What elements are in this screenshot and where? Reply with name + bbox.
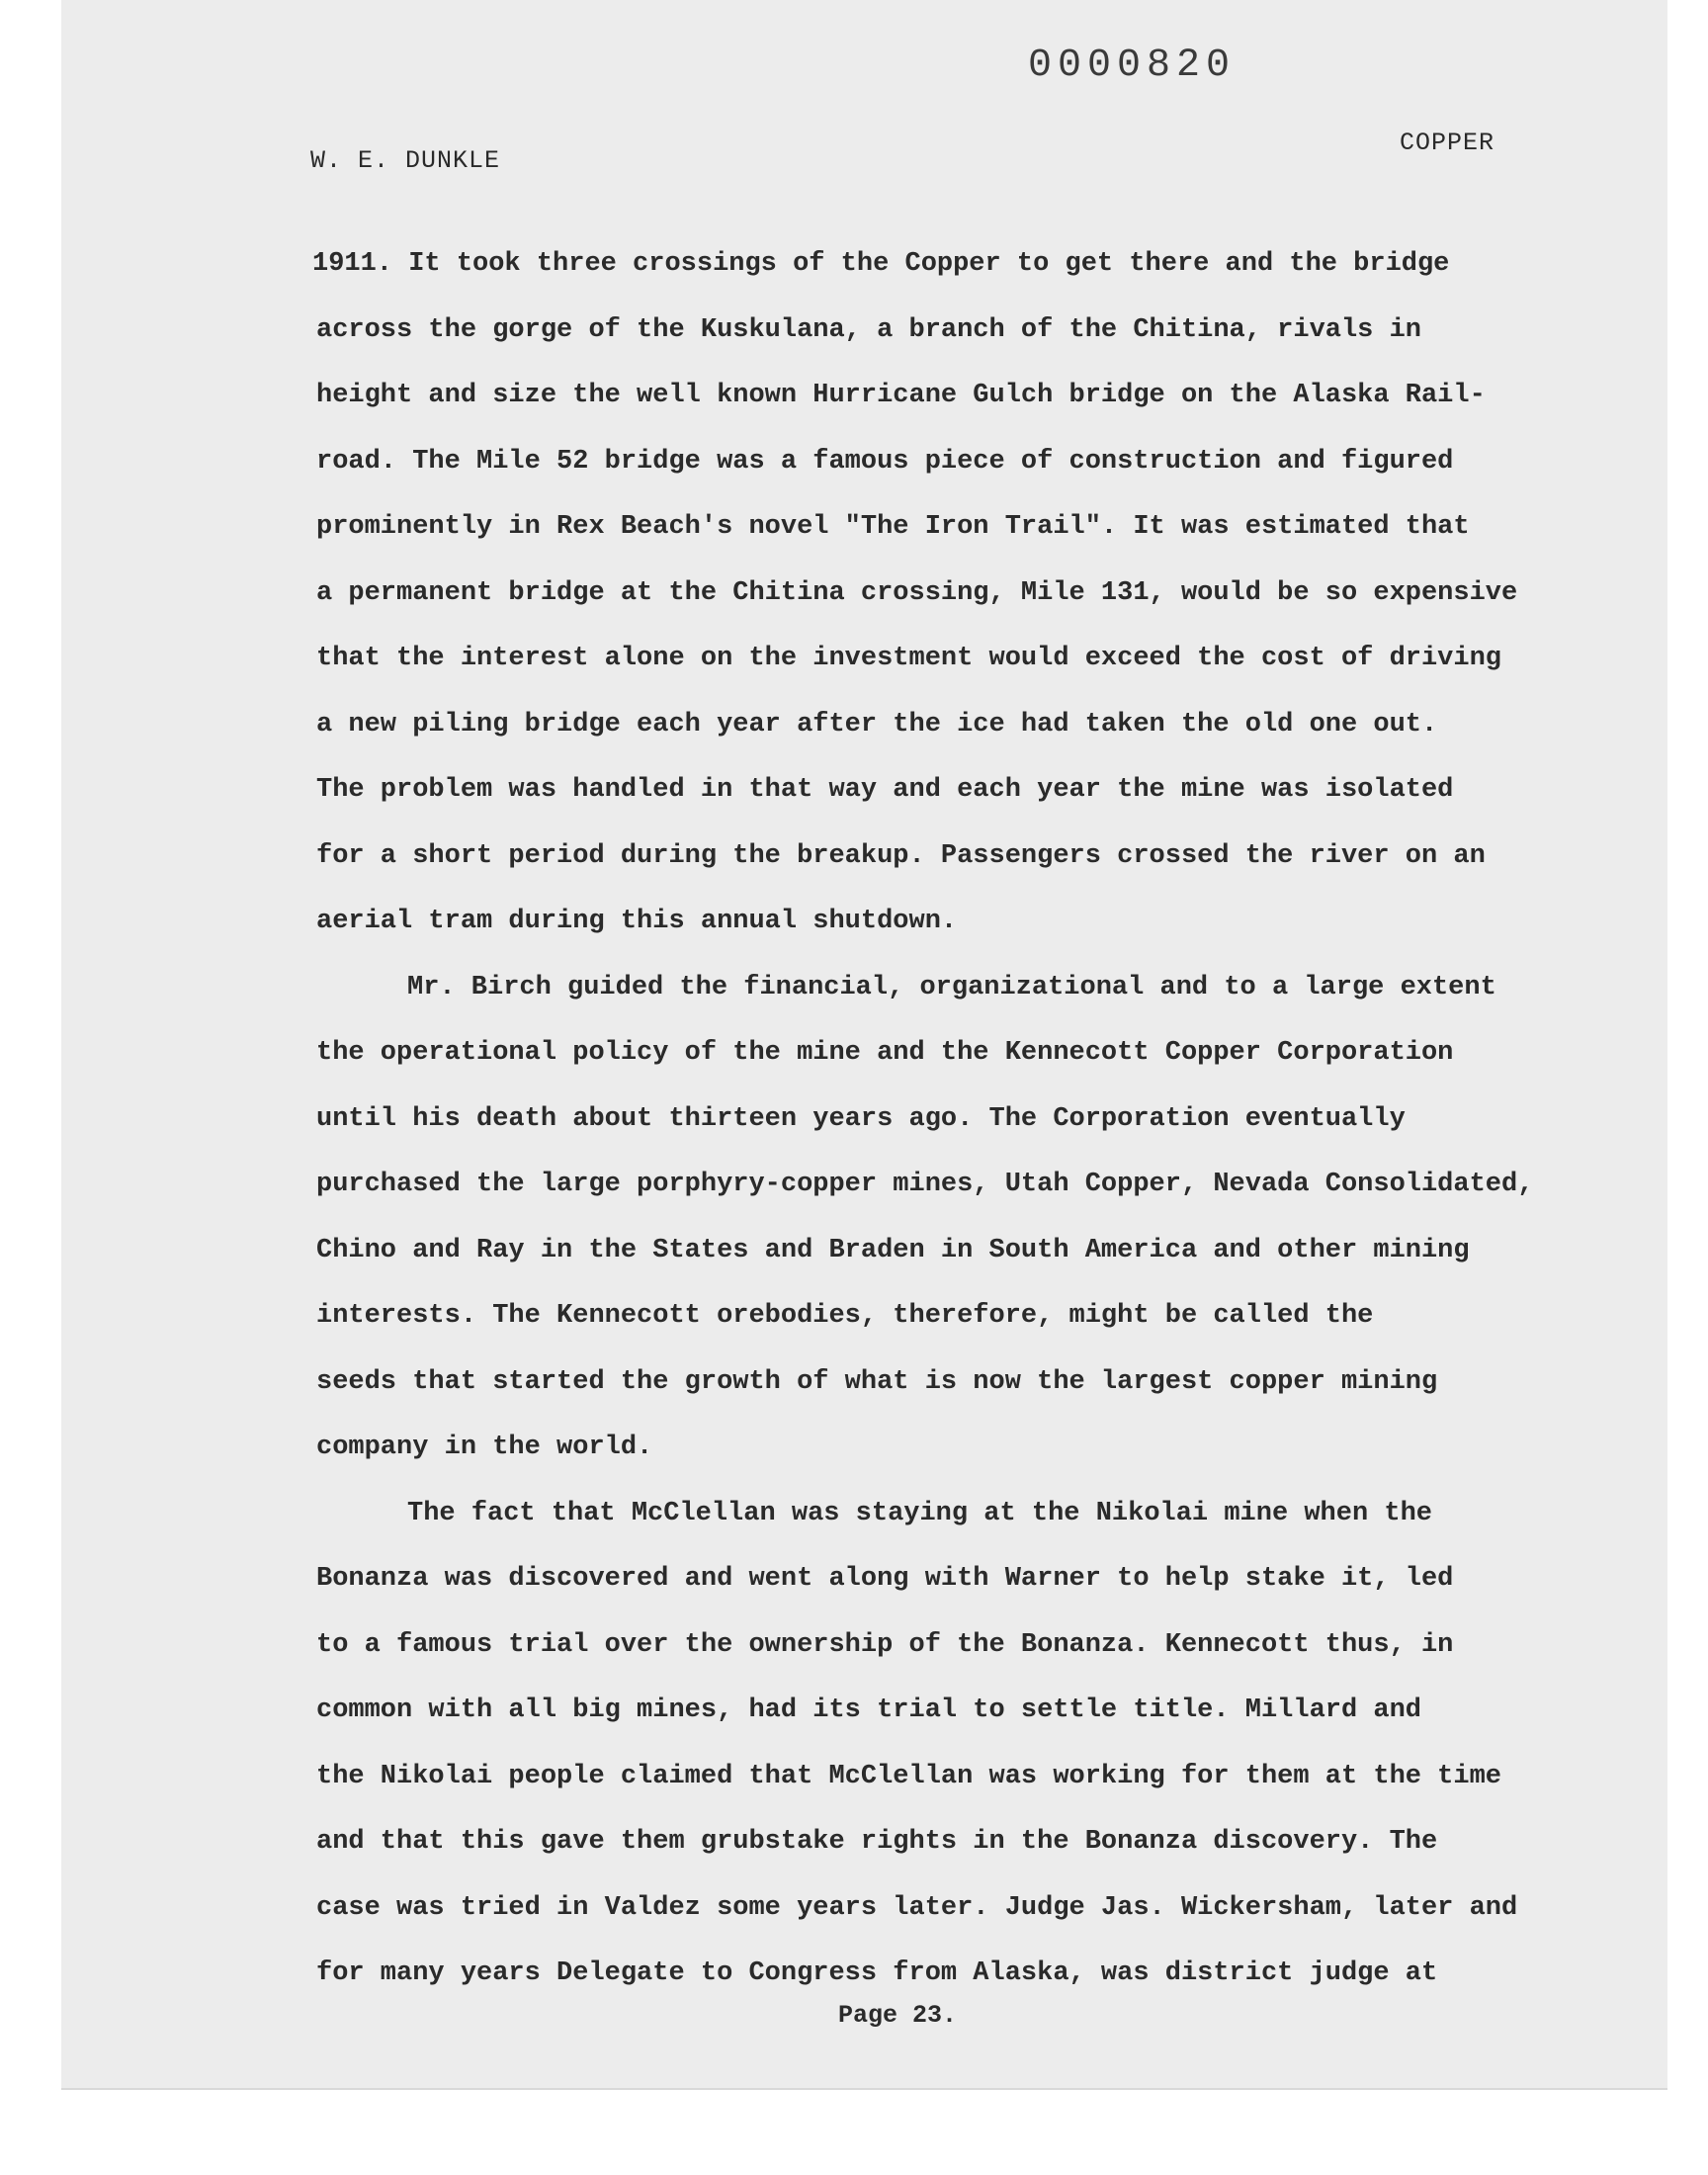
- text-line: the operational policy of the mine and the Kennecott Copper Corporation: [316, 1038, 1454, 1068]
- text-line: height and size the well known Hurricane Gulch bridge on the Alaska Rail-: [316, 381, 1486, 410]
- text-line: across the gorge of the Kuskulana, a branch of the Chitina, rivals in: [316, 314, 1421, 345]
- text-line: Bonanza was discovered and went along with Warner to help stake it, led: [316, 1564, 1454, 1594]
- text-line: The problem was handled in that way and each year the mine was isolated: [316, 775, 1454, 805]
- text-line: to a famous trial over the ownership of the Bonanza. Kennecott thus, in: [316, 1629, 1454, 1660]
- paragraph-start-line: The fact that McClellan was staying at the Nikolai mine when the: [407, 1498, 1432, 1528]
- text-line: Chino and Ray in the States and Braden in South America and other mining: [316, 1235, 1470, 1265]
- text-line: common with all big mines, had its trial to settle title. Millard and: [316, 1696, 1421, 1725]
- text-line: aerial tram during this annual shutdown.: [316, 907, 958, 936]
- text-line: road. The Mile 52 bridge was a famous piece of construction and figured: [316, 446, 1454, 477]
- text-line: prominently in Rex Beach's novel "The Iron Trail". It was estimated that: [316, 512, 1470, 542]
- text-line: for a short period during the breakup. Passengers crossed the river on an: [316, 840, 1486, 871]
- subject-header: COPPER: [1400, 129, 1495, 157]
- text-line: 1911. It took three crossings of the Copper to get there and the bridge: [312, 249, 1450, 279]
- text-line: purchased the large porphyry-copper mines, Utah Copper, Nevada Consolidated,: [316, 1170, 1534, 1199]
- text-line: until his death about thirteen years ago. The Corporation eventually: [316, 1103, 1406, 1134]
- text-line: for many years Delegate to Congress from Alaska, was district judge at: [316, 1958, 1438, 1988]
- text-line: interests. The Kennecott orebodies, therefore, might be called the: [316, 1301, 1374, 1331]
- text-line: seeds that started the growth of what is now the largest copper mining: [316, 1366, 1438, 1397]
- text-line: company in the world.: [316, 1433, 653, 1462]
- paragraph-start-line: Mr. Birch guided the financial, organizational and to a large extent: [407, 972, 1496, 1002]
- text-line: a permanent bridge at the Chitina crossing, Mile 131, would be so expensive: [316, 577, 1518, 608]
- text-line: a new piling bridge each year after the ice had taken the old one out.: [316, 709, 1438, 740]
- text-line: that the interest alone on the investment would exceed the cost of driving: [316, 644, 1501, 673]
- text-line: the Nikolai people claimed that McClellan was working for them at the time: [316, 1761, 1501, 1791]
- page-number: Page 23.: [838, 2001, 958, 2030]
- author-header: W. E. DUNKLE: [310, 146, 501, 175]
- document-number: 0000820: [1028, 44, 1237, 88]
- document-body: [312, 231, 1601, 2007]
- text-line: case was tried in Valdez some years later. Judge Jas. Wickersham, later and: [316, 1892, 1518, 1923]
- text-line: and that this gave them grubstake rights in the Bonanza discovery. The: [316, 1827, 1438, 1857]
